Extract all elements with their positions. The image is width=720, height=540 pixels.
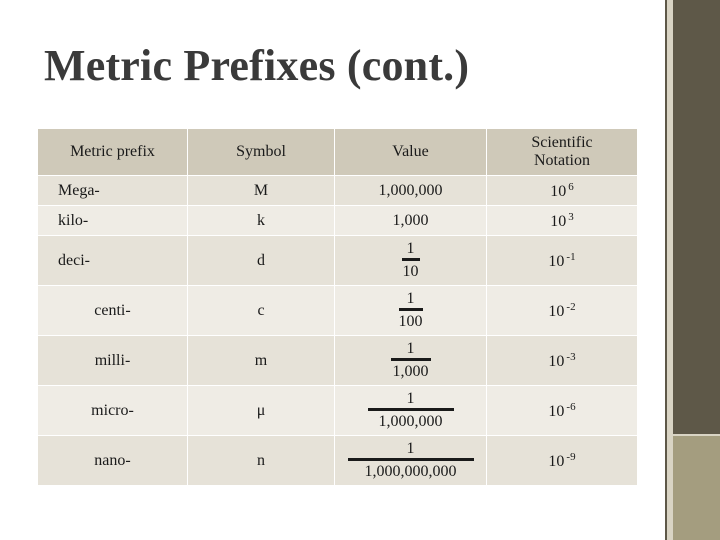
- table-row: [38, 176, 638, 206]
- fraction-numerator: 1: [402, 240, 420, 261]
- symbol-cell: c: [188, 286, 335, 336]
- notation-cell: [487, 176, 638, 206]
- prefix-cell: centi-: [38, 286, 188, 336]
- value-cell: 1,000: [335, 206, 487, 236]
- fraction-denominator: 1,000,000: [378, 413, 443, 430]
- prefix-cell: milli-: [38, 336, 188, 386]
- symbol-cell: μ: [188, 386, 335, 436]
- table-row: [38, 386, 638, 436]
- fraction: [368, 390, 454, 431]
- value-cell: [335, 236, 487, 286]
- notation-base: 10: [548, 352, 565, 370]
- table-header-row: [38, 129, 638, 176]
- notation-exponent: 6: [568, 180, 574, 193]
- fraction-denominator: 1,000,000,000: [364, 463, 457, 480]
- notation-exponent: -3: [566, 350, 576, 363]
- notation-exponent: -6: [566, 400, 576, 413]
- table-row: [38, 336, 638, 386]
- slide-title: Metric Prefixes (cont.): [44, 41, 470, 90]
- symbol-cell: m: [188, 336, 335, 386]
- fraction-denominator: 1,000: [392, 363, 429, 380]
- symbol-cell: n: [188, 436, 335, 486]
- fraction: [348, 440, 474, 481]
- header-symbol: Symbol: [188, 129, 335, 176]
- notation-cell: [487, 436, 638, 486]
- prefix-cell: kilo-: [38, 206, 188, 236]
- value-cell: [335, 336, 487, 386]
- side-band-block-light: [673, 436, 720, 540]
- notation-exponent: -9: [566, 450, 576, 463]
- fraction-denominator: 100: [398, 313, 423, 330]
- notation-cell: [487, 206, 638, 236]
- notation-base: 10: [548, 402, 565, 420]
- value-cell: [335, 386, 487, 436]
- notation-base: 10: [548, 302, 565, 320]
- side-band-block-dark: [673, 0, 720, 434]
- notation-cell: [487, 386, 638, 436]
- fraction-numerator: 1: [348, 440, 474, 461]
- fraction: [402, 240, 420, 281]
- notation-cell: [487, 336, 638, 386]
- fraction-numerator: 1: [391, 340, 431, 361]
- fraction-denominator: 10: [402, 263, 419, 280]
- table-row: [38, 436, 638, 486]
- table-row: [38, 286, 638, 336]
- symbol-cell: k: [188, 206, 335, 236]
- notation-exponent: -2: [566, 300, 576, 313]
- notation-cell: [487, 236, 638, 286]
- value-cell: [335, 286, 487, 336]
- notation-exponent: 3: [568, 210, 574, 223]
- fraction: [399, 290, 423, 331]
- symbol-cell: d: [188, 236, 335, 286]
- fraction-numerator: 1: [399, 290, 423, 311]
- prefix-table: [37, 128, 638, 486]
- table-row: [38, 236, 638, 286]
- notation-base: 10: [548, 452, 565, 470]
- prefix-table-container: [37, 128, 637, 488]
- prefix-cell: Mega-: [38, 176, 188, 206]
- table-row: [38, 206, 638, 236]
- symbol-cell: M: [188, 176, 335, 206]
- notation-base: 10: [550, 182, 567, 200]
- fraction: [391, 340, 431, 381]
- header-metric-prefix: Metric prefix: [38, 129, 188, 176]
- prefix-cell: micro-: [38, 386, 188, 436]
- header-value: Value: [335, 129, 487, 176]
- prefix-cell: nano-: [38, 436, 188, 486]
- prefix-cell: deci-: [38, 236, 188, 286]
- fraction-numerator: 1: [368, 390, 454, 411]
- header-scientific-notation: Scientific Notation: [487, 129, 638, 176]
- value-cell: [335, 436, 487, 486]
- notation-base: 10: [550, 212, 567, 230]
- notation-base: 10: [548, 252, 565, 270]
- value-cell: 1,000,000: [335, 176, 487, 206]
- notation-cell: [487, 286, 638, 336]
- notation-exponent: -1: [566, 250, 576, 263]
